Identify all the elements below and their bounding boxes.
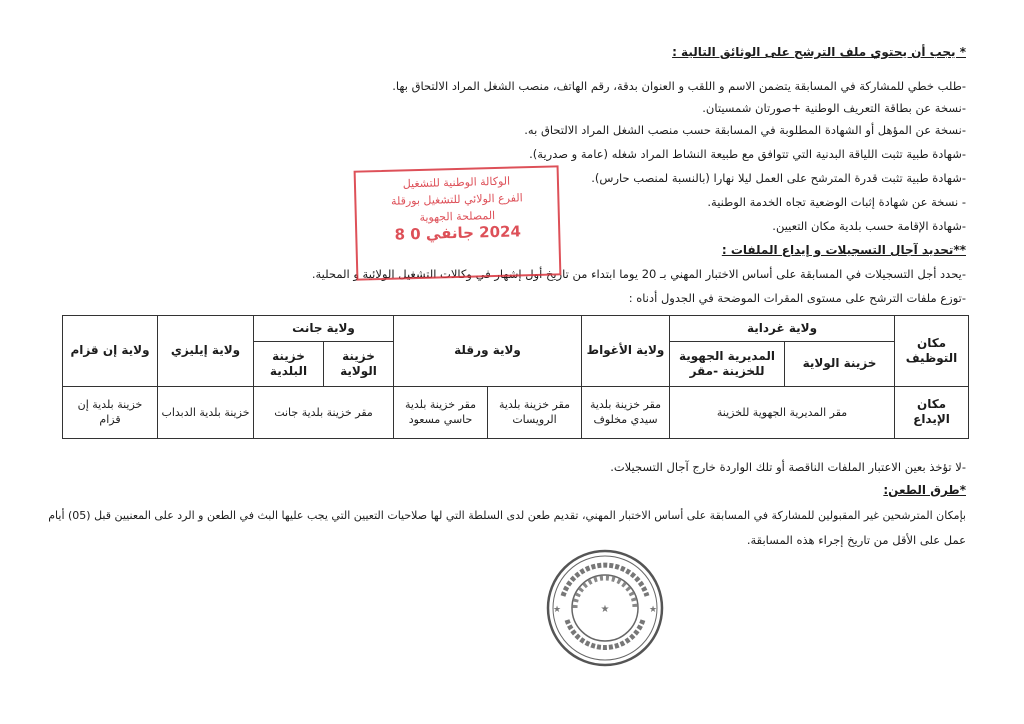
djanet-header: ولاية جانت <box>254 316 394 342</box>
djanet-commune-treasury: خزينة البلدية <box>254 342 324 386</box>
document-item-5: -شهادة طبية تثبت قدرة المترشح على العمل ليلا نهارا (بالنسبة لمنصب حارس). <box>591 171 966 185</box>
deposit-ouargla-rouissat: مقر خزينة بلدية الرويسات <box>488 386 582 438</box>
document-item-7: -شهادة الإقامة حسب بلدية مكان التعيين. <box>772 219 966 233</box>
laghouat-header: ولاية الأغواط <box>582 316 670 387</box>
deposit-djanet: مقر خزينة بلدية جانت <box>254 386 394 438</box>
ghardaia-wilaya-treasury: خزينة الولاية <box>785 342 895 386</box>
deposit-ouargla-hassi-messaoud: مقر خزينة بلدية حاسي مسعود <box>394 386 488 438</box>
svg-text:★: ★ <box>648 605 658 615</box>
deposit-in-guezzam: خزينة بلدية إن قزام <box>63 386 158 438</box>
stamp-line-1: الوكالة الوطنية للتشغيل <box>402 174 511 191</box>
deposit-laghouat: مقر خزينة بلدية سيدي مخلوف <box>582 386 670 438</box>
deadlines-line-1: -يحدد أجل التسجيلات في المسابقة على أساس الاختبار المهني بـ 20 يوما ابتداء من تاريخ أول إشهار في وكالات التشغيل الولائية و المحلية. <box>311 267 966 281</box>
appeal-line-1: بإمكان المترشحين غير المقبولين للمشاركة في المسابقة على أساس الاختبار المهني، تقديم طعن لدى السلطة التي لها صلاحيات التعيين التي يجب عليها البث في الطعن و الرد على المعنيين قبل (05) أيام <box>48 509 966 522</box>
document-item-6: - نسخة عن شهادة إثبات الوضعية تجاه الخدمة الوطنية. <box>707 195 966 209</box>
illizi-header: ولاية إيليزي <box>158 316 254 387</box>
document-item-2: -نسخة عن بطاقة التعريف الوطنية +صورتان شمسيتان. <box>702 101 966 115</box>
deadlines-title: **تحديد آجال التسجيلات و إيداع الملفات : <box>721 243 966 257</box>
employment-agency-stamp <box>354 165 562 280</box>
svg-text:★: ★ <box>600 604 610 615</box>
stamp-line-3: المصلحة الجهوية <box>419 209 496 224</box>
in-guezzam-header: ولاية إن قزام <box>63 316 158 387</box>
incomplete-files-note: -لا تؤخذ بعين الاعتبار الملفات الناقصة أو تلك الواردة خارج آجال التسجيلات. <box>610 460 966 474</box>
appeal-line-2: عمل على الأقل من تاريخ إجراء هذه المسابقة. <box>746 533 966 547</box>
deposit-ghardaia: مقر المديرية الجهوية للخزينة <box>670 386 895 438</box>
ouargla-header: ولاية ورقلة <box>394 316 582 387</box>
table-row <box>63 316 969 342</box>
ghardaia-regional-directorate: المديرية الجهوية للخزينة -مقر <box>670 342 785 386</box>
svg-text:★: ★ <box>552 605 562 615</box>
document-item-4: -شهادة طبية تثبت اللياقة البدنية التي تتوافق مع طبيعة النشاط المراد شغله (عامة و صدرية). <box>529 147 966 161</box>
deposit-illizi: خزينة بلدية الدبداب <box>158 386 254 438</box>
table-row <box>63 386 969 438</box>
appeal-title: *طرق الطعن: <box>883 483 966 497</box>
ghardaia-header: ولاية غرداية <box>670 316 895 342</box>
djanet-wilaya-treasury: خزينة الولاية <box>324 342 394 386</box>
round-official-seal-icon <box>545 548 665 668</box>
deposit-place-header: مكان الإيداع <box>895 386 969 438</box>
document-item-1: -طلب خطي للمشاركة في المسابقة يتضمن الاسم و اللقب و العنوان بدقة، رقم الهاتف، منصب الشغل المراد الالتحاق بها. <box>392 79 966 93</box>
employment-place-header: مكان التوظيف <box>895 316 969 387</box>
deadlines-line-2: -توزع ملفات الترشح على مستوى المقرات الموضحة في الجدول أدناه : <box>628 291 966 305</box>
stamp-date: 2024 جانفي 0 8 <box>394 222 522 244</box>
stamp-line-2: الفرع الولائي للتشغيل بورقلة <box>390 191 523 208</box>
document-item-3: -نسخة عن المؤهل أو الشهادة المطلوبة في المسابقة حسب منصب الشغل المراد الالتحاق به. <box>524 123 966 137</box>
distribution-table <box>62 315 969 439</box>
documents-title: * يجب أن يحتوي ملف الترشح على الوثائق التالية : <box>672 45 966 59</box>
